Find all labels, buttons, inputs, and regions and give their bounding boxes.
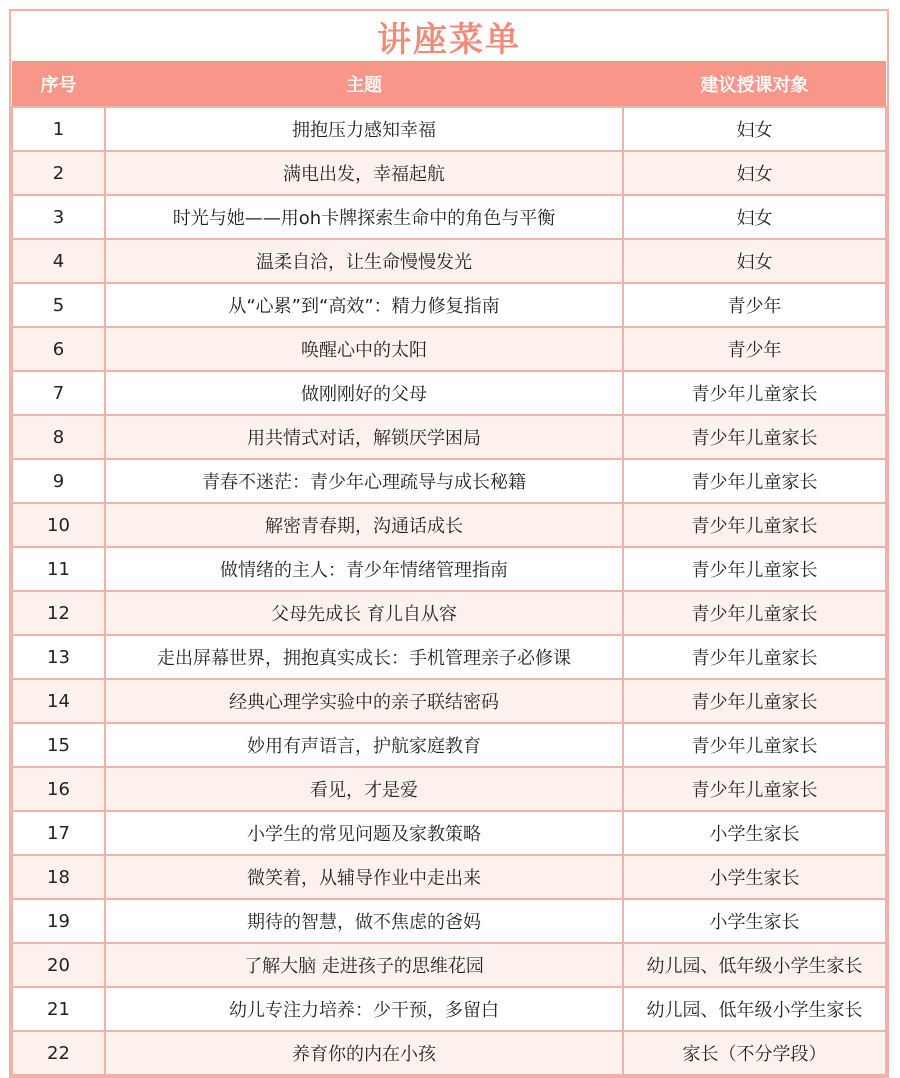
- cell-audience: 青少年儿童家长: [623, 767, 886, 811]
- cell-topic: 从“心累”到“高效”：精力修复指南: [105, 283, 623, 327]
- cell-topic: 养育你的内在小孩: [105, 1031, 623, 1075]
- cell-index: 11: [12, 547, 105, 591]
- table-row: [12, 855, 886, 899]
- cell-audience: 小学生家长: [623, 899, 886, 943]
- cell-index: 15: [12, 723, 105, 767]
- cell-audience: 妇女: [623, 151, 886, 195]
- lecture-table: [11, 61, 887, 1076]
- table-row: [12, 811, 886, 855]
- cell-audience: 青少年儿童家长: [623, 503, 886, 547]
- cell-index: 10: [12, 503, 105, 547]
- cell-topic: 了解大脑 走进孩子的思维花园: [105, 943, 623, 987]
- cell-index: 12: [12, 591, 105, 635]
- cell-topic: 解密青春期，沟通话成长: [105, 503, 623, 547]
- table-row: [12, 723, 886, 767]
- cell-audience: 妇女: [623, 195, 886, 239]
- cell-topic: 做刚刚好的父母: [105, 371, 623, 415]
- table-row: [12, 239, 886, 283]
- table-row: [12, 371, 886, 415]
- cell-index: 17: [12, 811, 105, 855]
- table-row: [12, 415, 886, 459]
- header-index: 序号: [12, 61, 105, 107]
- cell-index: 9: [12, 459, 105, 503]
- cell-index: 4: [12, 239, 105, 283]
- header-audience: 建议授课对象: [623, 61, 886, 107]
- lecture-menu-table-sheet: [9, 9, 889, 1078]
- cell-index: 5: [12, 283, 105, 327]
- cell-audience: 青少年儿童家长: [623, 723, 886, 767]
- cell-audience: 青少年儿童家长: [623, 371, 886, 415]
- table-row: [12, 327, 886, 371]
- cell-index: 7: [12, 371, 105, 415]
- table-row: [12, 943, 886, 987]
- table-row: [12, 767, 886, 811]
- cell-topic: 满电出发，幸福起航: [105, 151, 623, 195]
- table-row: [12, 1031, 886, 1075]
- table-row: [12, 503, 886, 547]
- cell-topic: 走出屏幕世界，拥抱真实成长：手机管理亲子必修课: [105, 635, 623, 679]
- cell-audience: 青少年儿童家长: [623, 679, 886, 723]
- cell-topic: 幼儿专注力培养：少干预，多留白: [105, 987, 623, 1031]
- cell-topic: 妙用有声语言，护航家庭教育: [105, 723, 623, 767]
- cell-topic: 拥抱压力感知幸福: [105, 107, 623, 151]
- cell-index: 6: [12, 327, 105, 371]
- cell-audience: 幼儿园、低年级小学生家长: [623, 943, 886, 987]
- cell-audience: 妇女: [623, 239, 886, 283]
- cell-topic: 小学生的常见问题及家教策略: [105, 811, 623, 855]
- cell-topic: 温柔自洽，让生命慢慢发光: [105, 239, 623, 283]
- table-row: [12, 679, 886, 723]
- cell-index: 14: [12, 679, 105, 723]
- table-row: [12, 547, 886, 591]
- cell-topic: 做情绪的主人：青少年情绪管理指南: [105, 547, 623, 591]
- cell-index: 19: [12, 899, 105, 943]
- cell-audience: 青少年儿童家长: [623, 591, 886, 635]
- cell-index: 1: [12, 107, 105, 151]
- cell-index: 2: [12, 151, 105, 195]
- cell-audience: 青少年儿童家长: [623, 547, 886, 591]
- cell-topic: 经典心理学实验中的亲子联结密码: [105, 679, 623, 723]
- cell-audience: 青少年: [623, 283, 886, 327]
- cell-audience: 妇女: [623, 107, 886, 151]
- header-topic: 主题: [105, 61, 623, 107]
- cell-topic: 微笑着，从辅导作业中走出来: [105, 855, 623, 899]
- cell-audience: 家长（不分学段）: [623, 1031, 886, 1075]
- cell-index: 18: [12, 855, 105, 899]
- cell-topic: 时光与她——用oh卡牌探索生命中的角色与平衡: [105, 195, 623, 239]
- table-row: [12, 459, 886, 503]
- cell-audience: 青少年儿童家长: [623, 415, 886, 459]
- table-row: [12, 107, 886, 151]
- cell-topic: 唤醒心中的太阳: [105, 327, 623, 371]
- cell-topic: 父母先成长 育儿自从容: [105, 591, 623, 635]
- cell-index: 22: [12, 1031, 105, 1075]
- table-row: [12, 195, 886, 239]
- cell-audience: 小学生家长: [623, 855, 886, 899]
- table-row: [12, 635, 886, 679]
- cell-index: 21: [12, 987, 105, 1031]
- cell-index: 13: [12, 635, 105, 679]
- table-row: [12, 283, 886, 327]
- cell-index: 8: [12, 415, 105, 459]
- cell-index: 20: [12, 943, 105, 987]
- header-row: [12, 61, 886, 107]
- table-row: [12, 987, 886, 1031]
- cell-topic: 用共情式对话，解锁厌学困局: [105, 415, 623, 459]
- cell-audience: 小学生家长: [623, 811, 886, 855]
- cell-topic: 期待的智慧，做不焦虑的爸妈: [105, 899, 623, 943]
- cell-audience: 幼儿园、低年级小学生家长: [623, 987, 886, 1031]
- page-title: 讲座菜单: [377, 19, 521, 60]
- cell-topic: 青春不迷茫：青少年心理疏导与成长秘籍: [105, 459, 623, 503]
- cell-audience: 青少年: [623, 327, 886, 371]
- cell-topic: 看见，才是爱: [105, 767, 623, 811]
- table-row: [12, 899, 886, 943]
- cell-audience: 青少年儿童家长: [623, 459, 886, 503]
- cell-index: 3: [12, 195, 105, 239]
- cell-audience: 青少年儿童家长: [623, 635, 886, 679]
- cell-index: 16: [12, 767, 105, 811]
- table-row: [12, 591, 886, 635]
- table-row: [12, 151, 886, 195]
